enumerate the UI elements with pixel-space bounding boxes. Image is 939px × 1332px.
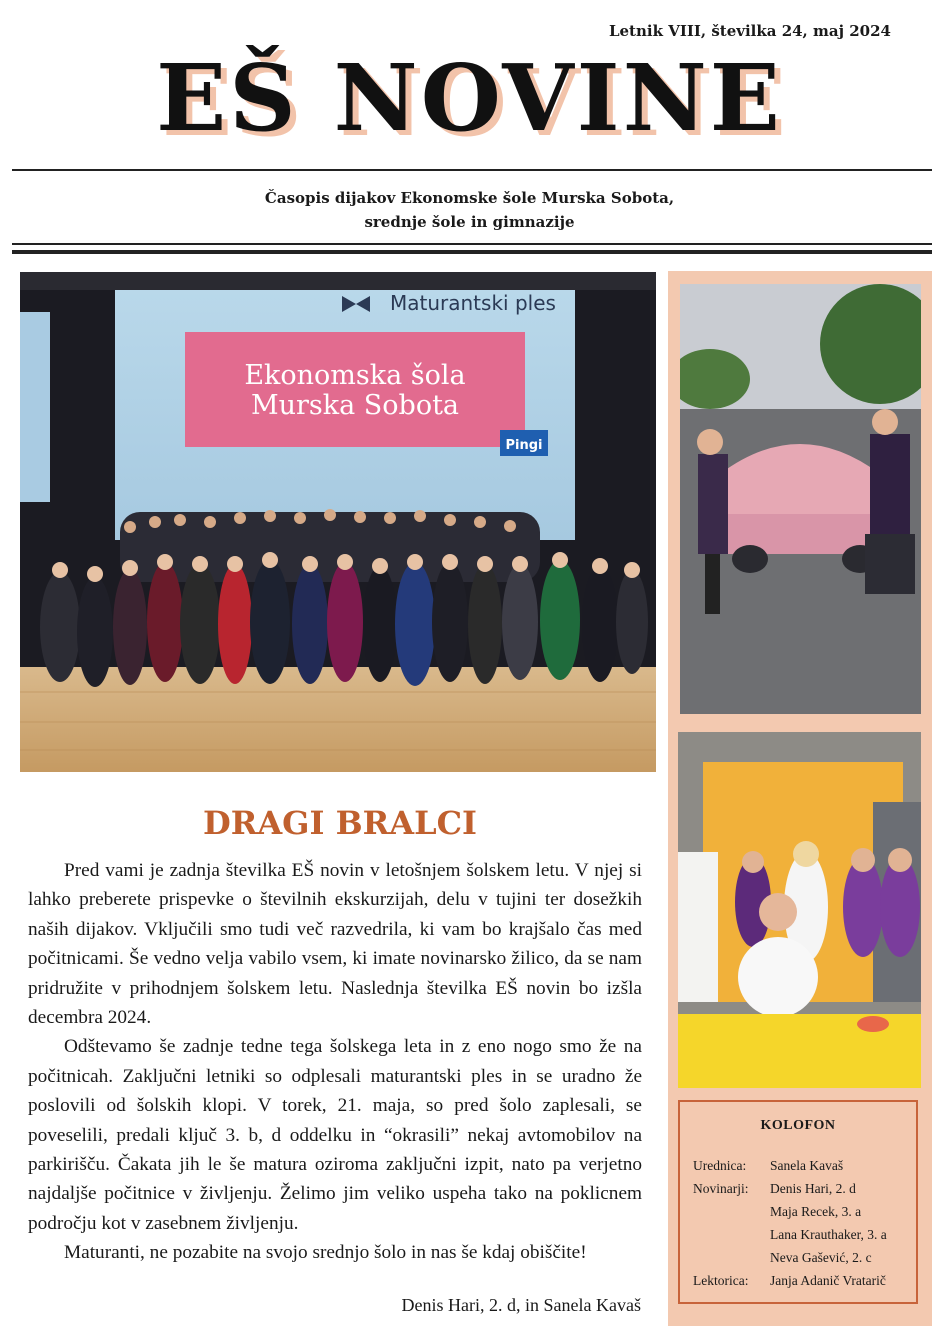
students-event-photo bbox=[678, 732, 921, 1088]
article-paragraph-2: Odštevamo še zadnje tedne tega šolskega leta in z eno nogo smo že na počitnicah. Zaključni letniki so odplesali maturantski ples in se uradno že poslovili od šolskih klopi. V torek, 21. maja, so pred šolo zaplesali, se poveselili, predali ključ 3. b, d oddelku in “okrasili” nekaj avtomobilov na parkirišču. Čakata jih le še matura oziroma zaključni izpit, nato pa verjetno najdaljše počitnice v življenju. Želimo jim veliko uspeha tako na poklicnem področju kot v zasebnem življenju. bbox=[28, 1036, 642, 1234]
kolofon-journalists-row bbox=[680, 1177, 916, 1269]
issue-info: Letnik VIII, številka 24, maj 2024 bbox=[608, 22, 891, 40]
header-rule-top bbox=[12, 169, 932, 171]
kolofon-box bbox=[678, 1100, 918, 1304]
subtitle-line-2: srednje šole in gimnazije bbox=[364, 213, 575, 231]
prom-group-photo bbox=[20, 272, 656, 772]
banner-sponsor: Pingi bbox=[505, 438, 543, 453]
banner-line-2: Murska Sobota bbox=[250, 390, 460, 421]
article-signature: Denis Hari, 2. d, in Sanela Kavaš bbox=[401, 1295, 641, 1315]
header-rule-bottom-1 bbox=[12, 243, 932, 245]
newspaper-title: EŠ NOVINE bbox=[156, 44, 783, 152]
journalist-name: Neva Gašević, 2. c bbox=[770, 1250, 872, 1265]
header-rule-bottom-2 bbox=[12, 250, 932, 254]
article-paragraph-1: Pred vami je zadnja številka EŠ novin v letošnjem šolskem letu. V njej si lahko preberete prispevke o številnih ekskurzijah, delu v tujini ter dosežkih naših dijakov. Vključili smo tudi več razvedrila, ki vam bo krajšalo čas med počitnicami. Še vedno velja vabilo vsem, ki imate novinarsko žilico, da se nam pridružite v prihodnjem šolskem letu. Naslednja številka EŠ novin bo izšla decembra 2024. bbox=[28, 860, 642, 1029]
editor-name: Sanela Kavaš bbox=[770, 1158, 844, 1173]
journalist-name: Maja Recek, 3. a bbox=[770, 1204, 862, 1219]
journalist-name: Lana Krauthaker, 3. a bbox=[770, 1227, 887, 1242]
proofreader-name: Janja Adanič Vratarič bbox=[770, 1273, 886, 1288]
article-body bbox=[28, 856, 642, 1268]
banner-brand: Maturantski ples bbox=[390, 291, 556, 315]
banner-line-1: Ekonomska šola bbox=[244, 360, 466, 391]
newspaper-subtitle bbox=[0, 186, 939, 234]
proofreader-label: Lektorica: bbox=[693, 1273, 749, 1288]
journalists-label: Novinarji: bbox=[693, 1181, 749, 1196]
kolofon-title: KOLOFON bbox=[760, 1118, 836, 1133]
journalist-name: Denis Hari, 2. d bbox=[770, 1181, 856, 1196]
subtitle-line-1: Časopis dijakov Ekonomske šole Murska Sobota, bbox=[264, 189, 675, 207]
article-paragraph-3: Maturanti, ne pozabite na svojo srednjo šolo in nas še kdaj obiščite! bbox=[64, 1242, 587, 1264]
decorated-car-photo bbox=[680, 284, 921, 714]
article-title: DRAGI BRALCI bbox=[202, 804, 477, 842]
kolofon-proofreader-row bbox=[680, 1269, 916, 1292]
kolofon-editor-row bbox=[680, 1154, 916, 1177]
editor-label: Urednica: bbox=[693, 1158, 747, 1173]
